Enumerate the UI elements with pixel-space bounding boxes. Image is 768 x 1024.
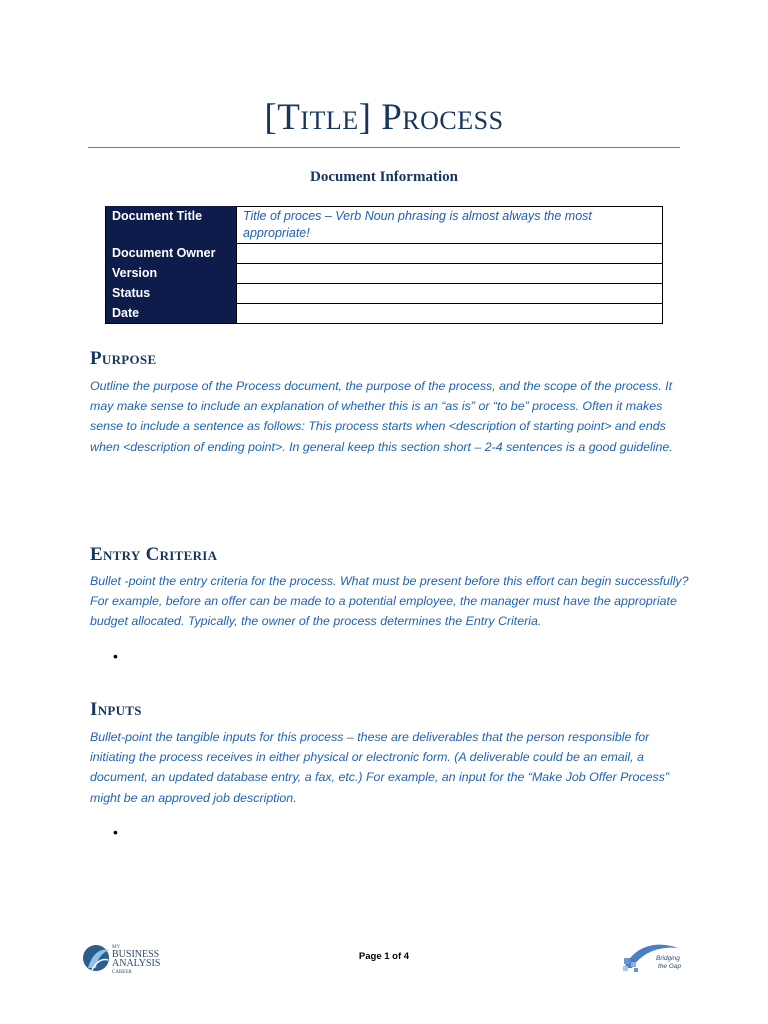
document-information-heading: Document Information [310,169,458,185]
purpose-heading: Purpose [90,348,157,369]
logo-line-4: CAREER [112,970,132,975]
purpose-body: Outline the purpose of the Process document, the purpose of the process, and the scope of the process. It may make sense to include an explanation of whether this is an “as is” or “to be” process. Often it makes sense to include a sentence as follows: This process starts when <description of starting point> and ends when <description of ending point>. In general keep this section short – 2-4 sentences is a good guideline. [90,379,673,454]
entry-criteria-body: Bullet -point the entry criteria for the process. What must be present before this effort can begin successfully? For example, before an offer can be made to a potential employee, the manager must have the appropriate budget allocated. Typically, the owner of the process determines the Entry Criteria. [90,574,689,629]
bridging-the-gap-logo [620,938,682,976]
info-label: Document Owner [106,244,237,264]
inputs-heading: Inputs [90,699,142,720]
logo-line-2: BUSINESS [112,949,160,960]
info-value-date[interactable] [237,304,663,324]
info-row-document-owner [106,244,663,264]
info-value-document-title[interactable]: Title of proces – Verb Noun phrasing is almost always the most appropriate! [237,207,663,244]
info-value-document-owner[interactable] [237,244,663,264]
my-business-analysis-career-logo [82,940,172,976]
info-label: Status [106,284,237,304]
entry-criteria-bullet: • [113,648,118,664]
info-value-status[interactable] [237,284,663,304]
title-underline-rule [88,147,680,148]
info-row-version [106,264,663,284]
info-label: Document Title [106,207,237,244]
info-row-date [106,304,663,324]
info-row-status [106,284,663,304]
info-label: Date [106,304,237,324]
logo-line-1: Bridging [656,955,680,962]
page-number: Page 1 of 4 [358,951,410,962]
logo-line-2: the Gap [658,963,682,970]
info-label: Version [106,264,237,284]
logo-line-3: ANALYSIS [112,958,161,969]
document-title: [Title] Process [264,97,504,138]
info-row-document-title [106,207,663,244]
inputs-bullet: • [113,824,118,840]
entry-criteria-heading: Entry Criteria [90,544,218,565]
inputs-body: Bullet-point the tangible inputs for this process – these are deliverables that the person responsible for initiating the process receives in either physical or electronic form. (A deliverable could be an email, a document, an updated database entry, a fax, etc.) For example, an input for the “Make Job Offer Process” might be an approved job description. [90,730,669,805]
logo-line-1: MY [112,945,121,950]
document-information-table [105,206,663,324]
info-value-version[interactable] [237,264,663,284]
